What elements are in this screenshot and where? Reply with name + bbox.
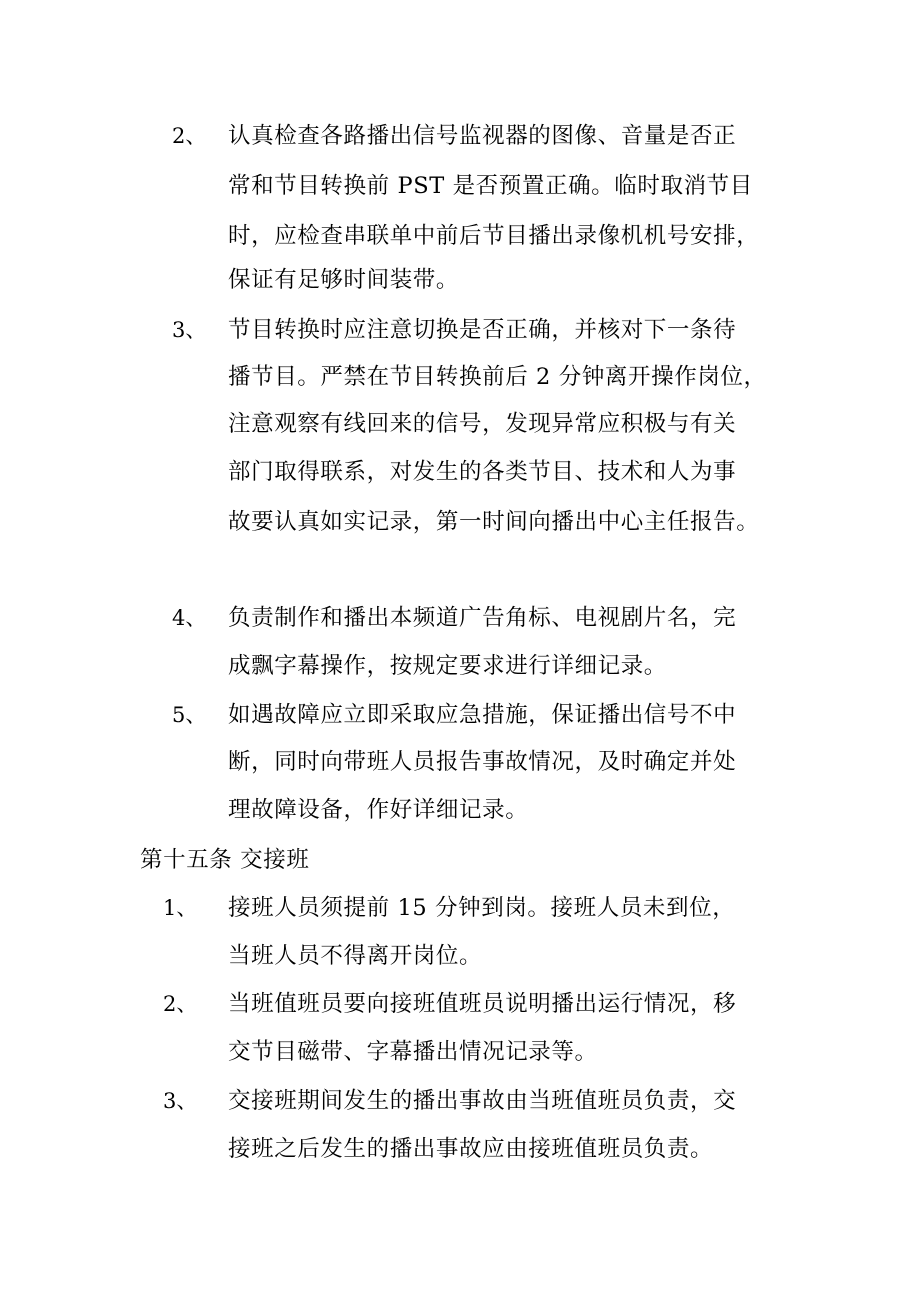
item-text-line: 接班之后发生的播出事故应由接班值班员负责。: [228, 1136, 714, 1162]
item-number: 5、: [172, 703, 207, 727]
item-text-line: 播节目。严禁在节目转换前后 2 分钟离开操作岗位，: [228, 364, 767, 390]
item-text-line: 交节目磁带、字幕播出情况记录等。: [228, 1039, 598, 1065]
item-text-line: 如遇故障应立即采取应急措施，保证播出信号不中: [228, 702, 737, 728]
item-number: 3、: [163, 1089, 198, 1113]
item-text-line: 负责制作和播出本频道广告角标、电视剧片名，完: [228, 605, 737, 631]
item-number: 2、: [163, 992, 198, 1016]
item-text-line: 当班人员不得离开岗位。: [228, 943, 483, 969]
item-text-line: 部门取得联系，对发生的各类节目、技术和人为事: [228, 459, 737, 485]
item-text-line: 常和节目转换前 PST 是否预置正确。临时取消节目: [228, 173, 753, 199]
item-number: 1、: [163, 896, 198, 920]
item-text-line: 理故障设备，作好详细记录。: [228, 797, 529, 823]
item-text-line: 时，应检查串联单中前后节目播出录像机机号安排，: [228, 223, 760, 249]
item-text-line: 认真检查各路播出信号监视器的图像、音量是否正: [228, 123, 737, 149]
item-number: 3、: [172, 318, 207, 342]
section-heading: 第十五条 交接班: [140, 847, 310, 873]
item-text-line: 断，同时向带班人员报告事故情况，及时确定并处: [228, 749, 737, 775]
item-text-line: 接班人员须提前 15 分钟到岗。接班人员未到位，: [228, 895, 736, 921]
item-text-line: 保证有足够时间装带。: [228, 267, 460, 293]
item-text-line: 故要认真如实记录，第一时间向播出中心主任报告。: [228, 509, 760, 535]
item-text-line: 交接班期间发生的播出事故由当班值班员负责，交: [228, 1088, 737, 1114]
item-number: 4、: [172, 606, 207, 630]
item-number: 2、: [172, 124, 207, 148]
item-text-line: 注意观察有线回来的信号，发现异常应积极与有关: [228, 411, 737, 437]
item-text-line: 当班值班员要向接班值班员说明播出运行情况，移: [228, 991, 737, 1017]
item-text-line: 成飘字幕操作，按规定要求进行详细记录。: [228, 653, 667, 679]
item-text-line: 节目转换时应注意切换是否正确，并核对下一条待: [228, 317, 737, 343]
